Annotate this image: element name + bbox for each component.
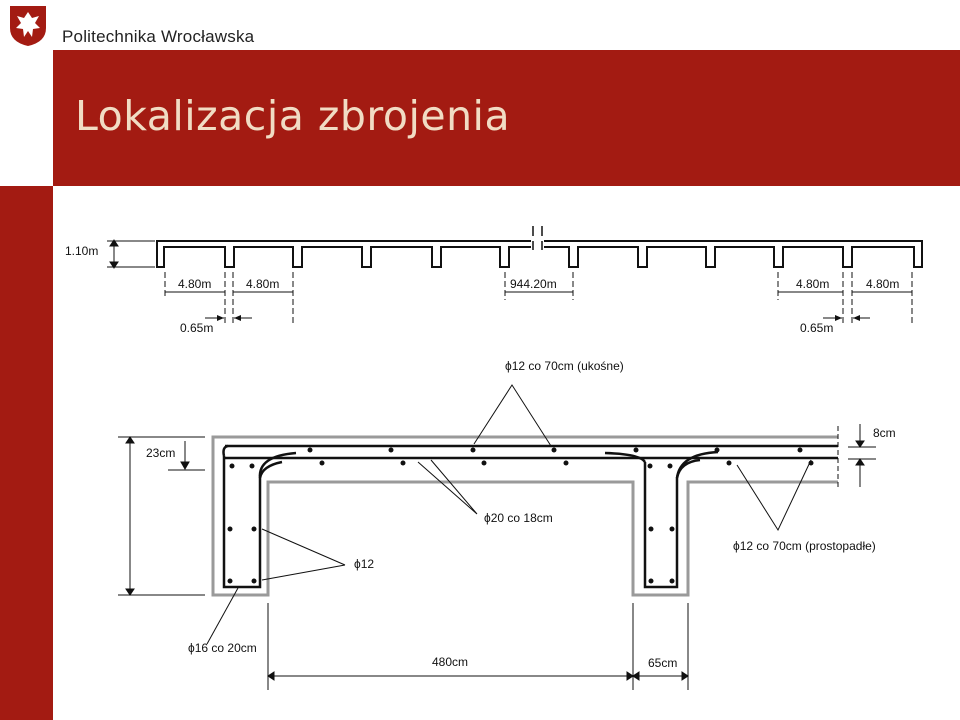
rib-label-1: 0.65m [180,321,214,335]
slab-overview [65,226,922,335]
rib-callout: ϕ12 [354,557,375,571]
rib-width-label: 65cm [648,656,678,670]
spacing-label-3: 944.20m [510,277,557,291]
rib-label-2: 0.65m [800,321,834,335]
section-detail [118,359,896,690]
slab-outline-left [157,241,531,267]
section-height-label: 23cm [146,446,176,460]
spacing-label-1: 4.80m [178,277,212,291]
break-symbol [533,226,542,250]
mid-callout: ϕ20 co 18cm [484,511,553,525]
span-label: 480cm [432,655,469,669]
top-bars [224,446,839,458]
span-dimensions [268,603,688,690]
slab-thickness-label: 8cm [873,426,896,440]
top-callout: ϕ12 co 70cm (ukośne) [505,359,624,373]
spacing-label-5: 4.80m [866,277,900,291]
right-callout: ϕ12 co 70cm (prostopadłe) [733,539,876,553]
slab-thickness-dimension [838,424,876,490]
right-rib-stirrup [605,452,718,587]
left-rib-stirrup [224,453,296,587]
slab-outline-right [544,241,922,267]
university-name: Politechnika Wrocławska [62,27,255,46]
section-height-dimension [118,437,205,595]
spacing-label-2: 4.80m [246,277,280,291]
bottom-callout: ϕ16 co 20cm [188,641,257,655]
spacing-dimension-lines [165,292,912,318]
height-dimension [107,240,155,268]
spacing-label-4: 4.80m [796,277,830,291]
height-label: 1.10m [65,244,99,258]
page-title: Lokalizacja zbrojenia [75,92,511,140]
